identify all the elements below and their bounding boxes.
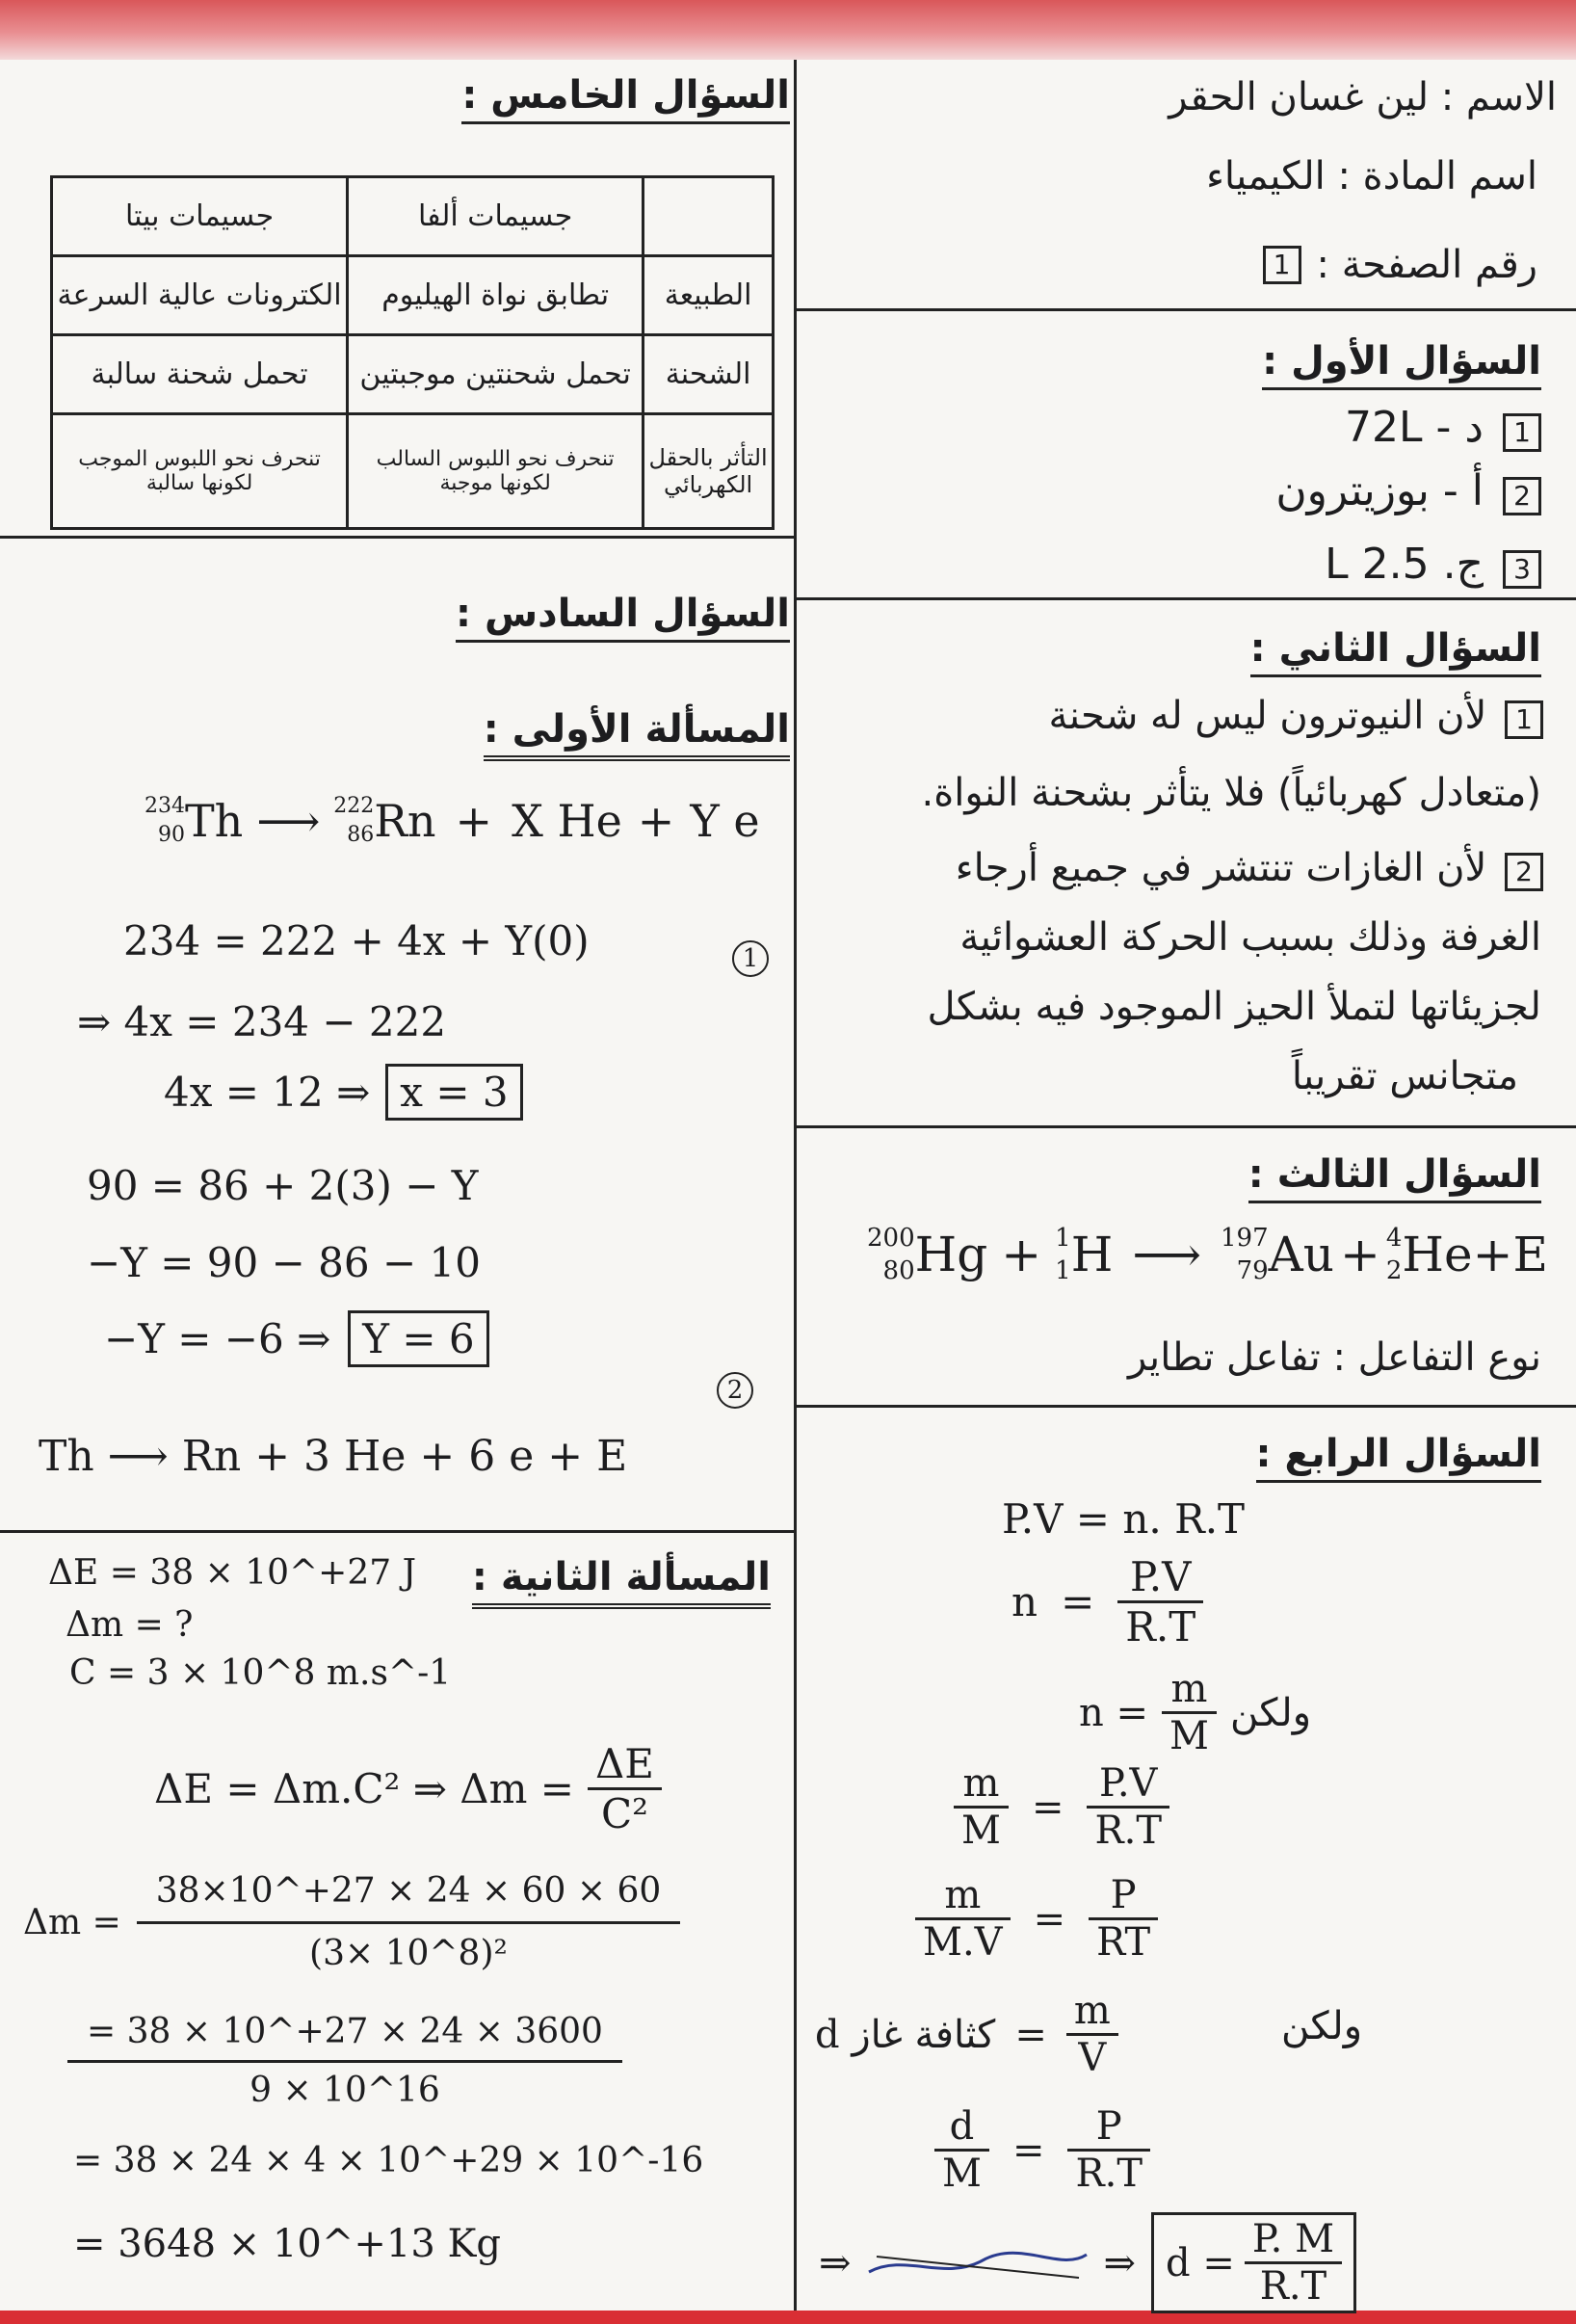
q1-answer-3 [1325, 540, 1547, 589]
he-mass: 4 [1385, 1224, 1403, 1253]
q4-final: ⇒ ⇒ d = $\frac{P. M}{R.T}$ [819, 2212, 1356, 2313]
hg-mass: 200 [867, 1224, 915, 1253]
p1-final-equation: Th ⟶ Rn + 3 He + 6 e + E [39, 1432, 628, 1481]
hg-atomic: 80 [882, 1256, 915, 1285]
q4-eq5-lden: M.V [923, 1920, 1003, 1965]
p1-line6 [104, 1310, 489, 1367]
q1-num-2: 2 [1503, 477, 1541, 515]
p1-line3 [164, 1064, 523, 1121]
x-result-box: x = 3 [385, 1064, 522, 1121]
y-result-box: Y = 6 [348, 1310, 488, 1367]
q4-eq5-rnum: P [1089, 1873, 1158, 1920]
p1-line6-text: −Y = −6 ⇒ [104, 1315, 331, 1362]
row-label-charge: الشحنة [644, 334, 774, 413]
q3-title: السؤال الثالث : [1248, 1152, 1541, 1203]
p2-formula [154, 1740, 662, 1837]
q4-eq6-num: m [1066, 1989, 1118, 2036]
q5-title: السؤال الخامس : [461, 73, 790, 124]
alpha-beta-table [50, 175, 775, 530]
p2-formula-text: ΔE = Δm.C² ⇒ Δm = [154, 1765, 574, 1812]
table-row [52, 255, 774, 334]
q2-answer-2-line3: لجزيئاتها لتملأ الحيز الموجود فيه بشكل [927, 985, 1541, 1029]
q2-answer-1-line1 [1048, 694, 1549, 739]
energy-term: +E [1472, 1227, 1549, 1282]
row-label-nature: الطبيعة [644, 255, 774, 334]
table-row [52, 177, 774, 256]
cell-beta-nature: الكترونات عالية السرعة [52, 255, 348, 334]
q4-final-den: R.T [1259, 2264, 1327, 2309]
q1-title: السؤال الأول : [1262, 339, 1541, 390]
q4-eq5: $\frac{m}{M.V}$ = $\frac{P}{RT}$ [915, 1873, 1158, 1965]
q4-eq3-left: n = [1079, 1690, 1148, 1735]
p2-calc3: = 38 × 24 × 4 × 10^+29 × 10^-16 [73, 2141, 704, 2180]
q1-text-2: أ - بوزيترون [1275, 466, 1484, 515]
divider-q5 [0, 536, 796, 539]
p2-formula-num: ΔE [588, 1740, 662, 1790]
he-symbol: He [1402, 1227, 1473, 1282]
p1-title: المسألة الأولى : [484, 707, 790, 761]
q4-eq7-lnum: d [934, 2104, 989, 2152]
table-row [52, 413, 774, 528]
q4-eq7-lden: M [942, 2152, 982, 2196]
arrow-implies-icon: ⇒ [819, 2240, 852, 2285]
th-mass: 234 [144, 794, 185, 818]
cell-alpha-charge: تحمل شحنتين موجبتين [348, 334, 644, 413]
p2-given-energy: ΔE = 38 × 10^+27 J [48, 1553, 417, 1593]
q4-eq7-rnum: P [1067, 2104, 1150, 2152]
hg-symbol: Hg [914, 1227, 988, 1282]
page-number-box: 1 [1263, 246, 1301, 284]
p2-calc1-den: (3× 10^8)² [309, 1934, 508, 1973]
row-label-field: التأثر بالحقل الكهربائي [644, 413, 774, 528]
q4-eq2-n: n [1011, 1578, 1038, 1625]
p2-formula-den: C² [600, 1790, 648, 1837]
q4-eq1: P.V = n. R.T [1002, 1495, 1246, 1543]
page-number-row [1257, 243, 1537, 287]
au-atomic: 79 [1236, 1256, 1269, 1285]
he-atomic: 2 [1385, 1256, 1403, 1285]
p2-calc1-num: 38×10^+27 × 24 × 60 × 60 [137, 1862, 681, 1924]
q4-final-left: d = [1166, 2240, 1235, 2285]
q4-title: السؤال الرابع : [1256, 1432, 1541, 1483]
p2-calc1-left: Δm = [23, 1903, 121, 1942]
table-row [52, 334, 774, 413]
q4-eq2-num: P.V [1117, 1553, 1203, 1603]
q4-eq7-rden: R.T [1075, 2152, 1143, 2196]
q4-eq7: $\frac{d}{M}$ = $\frac{P}{R.T}$ [934, 2104, 1150, 2196]
y-e-term: Y e [690, 795, 760, 847]
p2-title: المسألة الثانية : [472, 1555, 771, 1609]
q1-answer-1 [1345, 403, 1547, 452]
p2-calc2 [67, 2004, 622, 2119]
q2-a1-l1-text: لأن النيوترون ليس له شحنة [1048, 694, 1487, 738]
subject-name: اسم المادة : الكيمياء [1206, 154, 1537, 198]
q4-eq5-lnum: m [915, 1873, 1011, 1920]
q6-title: السؤال السادس : [456, 592, 790, 643]
rn-atomic: 86 [347, 823, 375, 847]
q1-num-3: 3 [1503, 550, 1541, 589]
cell-alpha-field: تنحرف نحو اللبوس السالب لكونها موجبة [348, 413, 644, 528]
q2-answer-2-line1 [956, 846, 1549, 891]
p2-calc4: = 3648 × 10^+13 Kg [73, 2222, 502, 2266]
divider-q1 [796, 597, 1576, 600]
divider-q2 [796, 1125, 1576, 1128]
h-symbol: H [1070, 1227, 1114, 1282]
q4-density-label: d كثافة غاز [815, 2012, 996, 2057]
q4-eq4: $\frac{m}{M}$ = $\frac{P.V}{R.T}$ [954, 1761, 1169, 1853]
p1-line3-text: 4x = 12 ⇒ [164, 1069, 371, 1116]
p1-line1: 234 = 222 + 4x + Y(0) [123, 917, 590, 964]
p1-line5: −Y = 90 − 86 − 10 [87, 1239, 481, 1286]
p2-calc1 [23, 1862, 680, 1984]
q3-reaction-type: نوع التفاعل : تفاعل تطاير [1127, 1335, 1541, 1380]
q2-answer-2-line4: متجانس تقريباً [1291, 1054, 1518, 1098]
q4-eq3-den: M [1169, 1714, 1209, 1758]
q4-eq4-lden: M [961, 1809, 1001, 1853]
q4-eq2: n = $\frac{P.V}{R.T}$ [1011, 1553, 1203, 1651]
q4-eq3 [1079, 1667, 1311, 1758]
q4-eq4-rnum: P.V [1087, 1761, 1169, 1809]
table-header-beta: جسيمات بيتا [52, 177, 348, 256]
p2-calc2-num: = 38 × 10^+27 × 24 × 3600 [67, 2004, 622, 2063]
crossed-out-work [867, 2243, 1089, 2284]
rn-mass: 222 [333, 794, 375, 818]
q4-but: ولكن [1229, 1690, 1312, 1735]
table-corner-cell [644, 177, 774, 256]
p2-given-speed: C = 3 × 10^8 m.s^-1 [69, 1653, 452, 1693]
table-header-alpha: جسيمات ألفا [348, 177, 644, 256]
divider-p1 [0, 1530, 796, 1533]
h-mass: 1 [1055, 1224, 1071, 1253]
q2-title: السؤال الثاني : [1250, 626, 1541, 677]
p2-calc2-den: 9 × 10^16 [250, 2071, 440, 2110]
q4-eq4-rden: R.T [1094, 1809, 1162, 1853]
rn-symbol: Rn [374, 795, 436, 847]
q2-answer-1-line2: (متعادل كهربائياً) فلا يتأثر بشحنة النواة. [921, 771, 1541, 815]
q1-num-1: 1 [1503, 413, 1541, 452]
divider-header [796, 308, 1576, 311]
th-symbol: Th [185, 795, 244, 847]
q4-but2: ولكن [1281, 2004, 1363, 2048]
top-color-band [0, 0, 1576, 60]
q4-final-box [1151, 2212, 1356, 2313]
q1-text-3: ج. 2.5 L [1325, 540, 1484, 589]
p1-equation: 234 90 Th ⟶ 222 86 Rn + X He + Y e [144, 792, 760, 850]
au-mass: 197 [1221, 1224, 1269, 1253]
q4-final-num: P. M [1245, 2217, 1342, 2264]
student-name: الاسم : لين غسان الحقر [1169, 75, 1557, 119]
scribble-icon [867, 2243, 1089, 2284]
column-divider [794, 60, 797, 2311]
q2-num-2: 2 [1505, 853, 1543, 891]
step-marker-1: 1 [732, 940, 769, 977]
plus-2: + [1339, 1227, 1380, 1282]
q2-answer-2-line2: الغرفة وذلك بسبب الحركة العشوائية [959, 915, 1541, 960]
q2-a2-l1-text: لأن الغازات تنتشر في جميع أرجاء [955, 846, 1487, 890]
p1-line2: ⇒ 4x = 234 − 222 [77, 998, 447, 1045]
q1-text-1: د - 72L [1345, 403, 1484, 452]
q4-eq6: d كثافة غاز = $\frac{m}{V}$ [815, 1989, 1118, 2080]
q4-eq4-lnum: m [954, 1761, 1009, 1809]
q3-reaction [867, 1222, 1548, 1287]
th-atomic: 90 [158, 823, 185, 847]
arrow-q3: ⟶ [1132, 1227, 1202, 1282]
x-he-term: X He [512, 795, 622, 847]
page-number-label: رقم الصفحة : [1316, 243, 1537, 287]
q4-eq3-num: m [1162, 1667, 1217, 1714]
au-symbol: Au [1268, 1227, 1334, 1282]
divider-q3 [796, 1405, 1576, 1408]
p1-line4: 90 = 86 + 2(3) − Y [87, 1162, 479, 1209]
q4-eq2-den: R.T [1125, 1603, 1196, 1651]
cell-beta-field: تنحرف نحو اللبوس الموجب لكونها سالبة [52, 413, 348, 528]
q4-eq6-den: V [1078, 2036, 1107, 2080]
plus-1: + [1001, 1227, 1042, 1282]
step-marker-2: 2 [717, 1372, 753, 1409]
p2-given-mass: Δm = ? [66, 1605, 194, 1645]
q4-eq5-rden: RT [1096, 1920, 1151, 1965]
cell-alpha-nature: تطابق نواة الهيليوم [348, 255, 644, 334]
q2-num-1: 1 [1505, 700, 1543, 739]
q1-answer-2 [1275, 466, 1547, 515]
cell-beta-charge: تحمل شحنة سالبة [52, 334, 348, 413]
h-atomic: 1 [1055, 1256, 1071, 1285]
